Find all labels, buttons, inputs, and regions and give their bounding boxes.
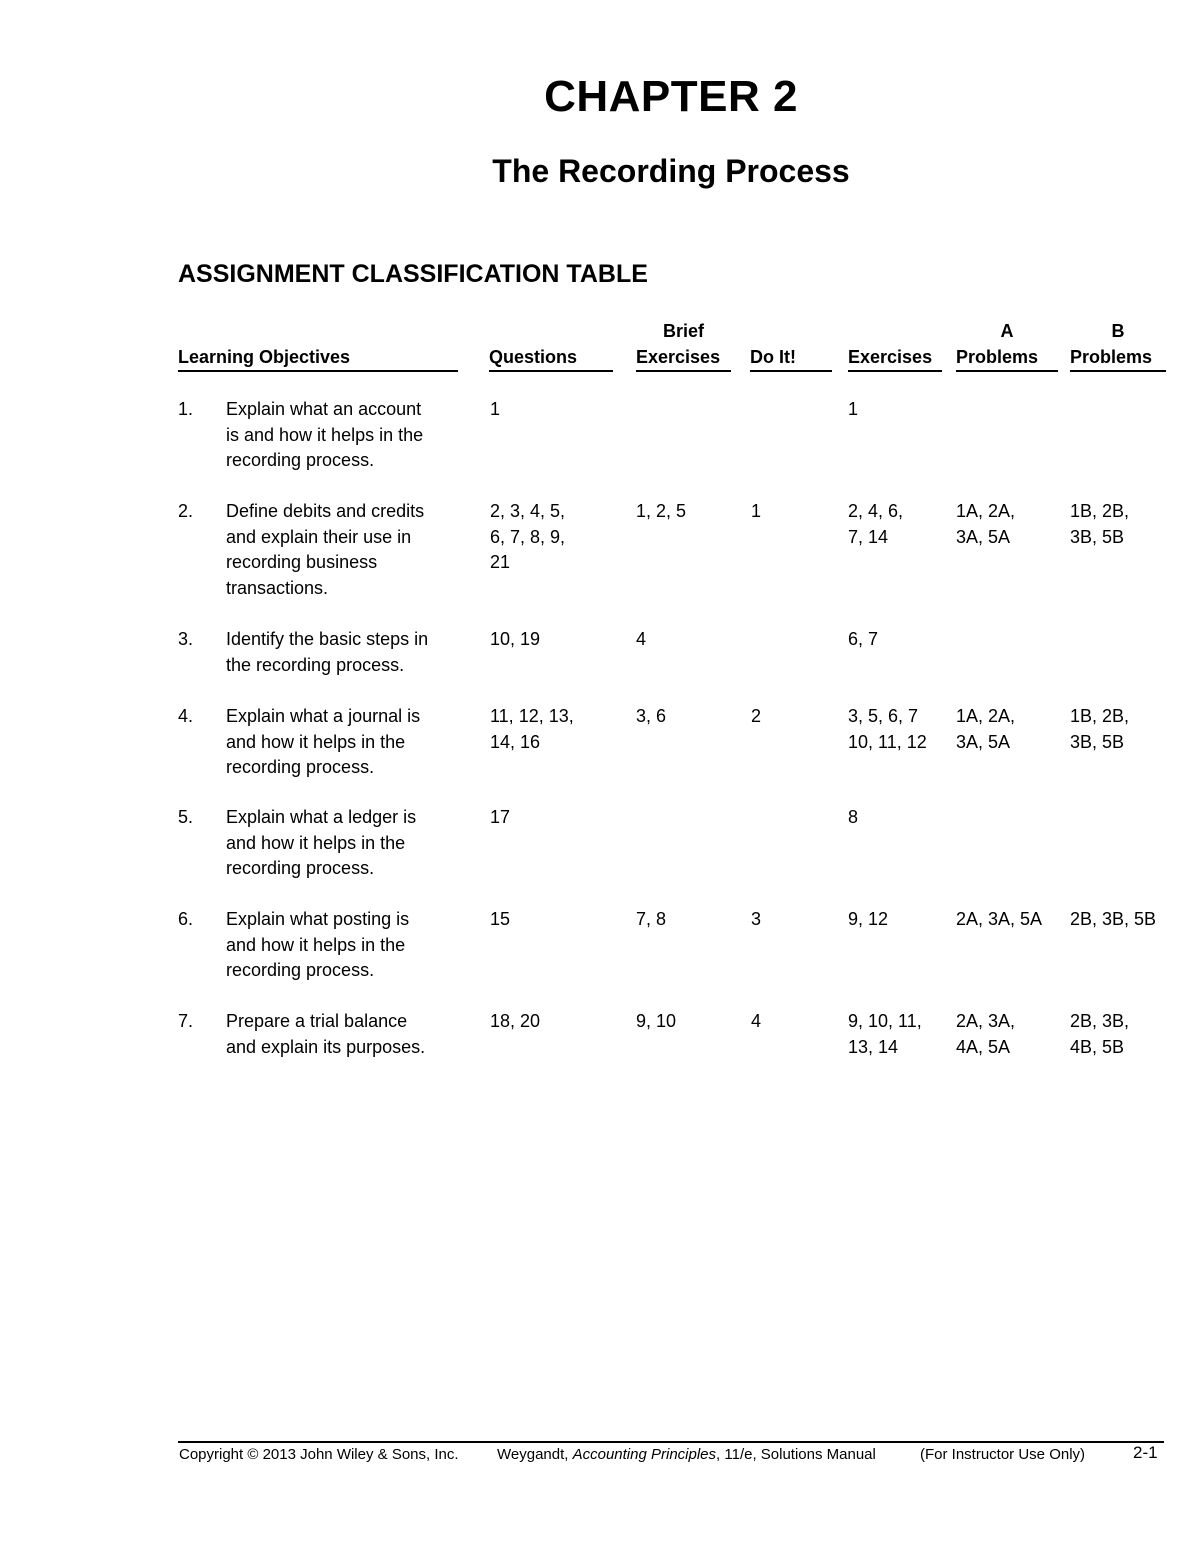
row-6-a-problems: 2A, 3A, 5A xyxy=(956,909,1043,929)
header-exercises: Exercises xyxy=(848,318,942,372)
row-5-number: 5. xyxy=(178,807,194,827)
row-6-objective: Explain what posting is and how it helps in the recording process. xyxy=(226,909,410,980)
header-questions: Questions xyxy=(489,318,613,372)
row-3-objective: Identify the basic steps in the recording process. xyxy=(226,629,429,675)
section-heading: ASSIGNMENT CLASSIFICATION TABLE xyxy=(178,260,648,288)
row-6-questions: 15 xyxy=(490,909,511,929)
header-b-problems: B Problems xyxy=(1070,318,1166,372)
row-1-questions: 1 xyxy=(490,399,501,419)
page-number: 2-1 xyxy=(1133,1443,1158,1462)
row-4-objective: Explain what a journal is and how it helps in the recording process. xyxy=(226,706,421,777)
row-4-exercises: 3, 5, 6, 7 10, 11, 12 xyxy=(848,706,927,752)
row-4-do-it: 2 xyxy=(751,706,762,726)
row-7-number: 7. xyxy=(178,1011,194,1031)
row-7-questions: 18, 20 xyxy=(490,1011,541,1031)
row-2-exercises: 2, 4, 6, 7, 14 xyxy=(848,501,904,547)
row-2-b-problems: 1B, 2B, 3B, 5B xyxy=(1070,501,1130,547)
row-4-b-problems: 1B, 2B, 3B, 5B xyxy=(1070,706,1130,752)
footer-rule xyxy=(178,1441,1164,1443)
row-4-number: 4. xyxy=(178,706,194,726)
footer-instructor-note: (For Instructor Use Only) xyxy=(920,1446,1086,1463)
footer-edition: , 11/e, Solutions Manual xyxy=(716,1446,876,1463)
row-2-questions: 2, 3, 4, 5, 6, 7, 8, 9, 21 xyxy=(490,501,566,572)
row-2-a-problems: 1A, 2A, 3A, 5A xyxy=(956,501,1016,547)
row-5-exercises: 8 xyxy=(848,807,859,827)
footer-book-credit xyxy=(497,1446,876,1464)
row-6-exercises: 9, 12 xyxy=(848,909,889,929)
row-4-brief-exercises: 3, 6 xyxy=(636,706,667,726)
header-learning-objectives: Learning Objectives xyxy=(178,318,458,372)
row-6-b-problems: 2B, 3B, 5B xyxy=(1070,909,1157,929)
row-4-a-problems: 1A, 2A, 3A, 5A xyxy=(956,706,1016,752)
row-6-brief-exercises: 7, 8 xyxy=(636,909,667,929)
row-7-exercises: 9, 10, 11, 13, 14 xyxy=(848,1011,922,1057)
row-2-objective: Define debits and credits and explain their use in recording business transactions. xyxy=(226,501,425,598)
row-1-number: 1. xyxy=(178,399,194,419)
chapter-subtitle: The Recording Process xyxy=(492,153,850,189)
row-3-brief-exercises: 4 xyxy=(636,629,647,649)
row-1-objective: Explain what an account is and how it helps in the recording process. xyxy=(226,399,424,470)
footer-book-title: Accounting Principles xyxy=(572,1446,717,1463)
row-3-number: 3. xyxy=(178,629,194,649)
row-7-objective: Prepare a trial balance and explain its purposes. xyxy=(226,1011,426,1057)
row-6-number: 6. xyxy=(178,909,194,929)
chapter-title: CHAPTER 2 xyxy=(544,72,798,121)
header-do-it: Do It! xyxy=(750,318,832,372)
row-4-questions: 11, 12, 13, 14, 16 xyxy=(490,706,574,752)
footer-copyright: Copyright © 2013 John Wiley & Sons, Inc. xyxy=(179,1446,459,1463)
row-7-a-problems: 2A, 3A, 4A, 5A xyxy=(956,1011,1016,1057)
row-3-questions: 10, 19 xyxy=(490,629,541,649)
header-a-problems: A Problems xyxy=(956,318,1058,372)
row-7-do-it: 4 xyxy=(751,1011,762,1031)
row-2-do-it: 1 xyxy=(751,501,762,521)
row-5-questions: 17 xyxy=(490,807,511,827)
row-2-number: 2. xyxy=(178,501,194,521)
row-3-exercises: 6, 7 xyxy=(848,629,879,649)
row-1-exercises: 1 xyxy=(848,399,859,419)
row-6-do-it: 3 xyxy=(751,909,762,929)
row-5-objective: Explain what a ledger is and how it helps in the recording process. xyxy=(226,807,417,878)
footer-author: Weygandt, xyxy=(497,1446,573,1463)
row-2-brief-exercises: 1, 2, 5 xyxy=(636,501,687,521)
row-7-brief-exercises: 9, 10 xyxy=(636,1011,677,1031)
row-7-b-problems: 2B, 3B, 4B, 5B xyxy=(1070,1011,1130,1057)
header-brief-exercises: Brief Exercises xyxy=(636,318,731,372)
